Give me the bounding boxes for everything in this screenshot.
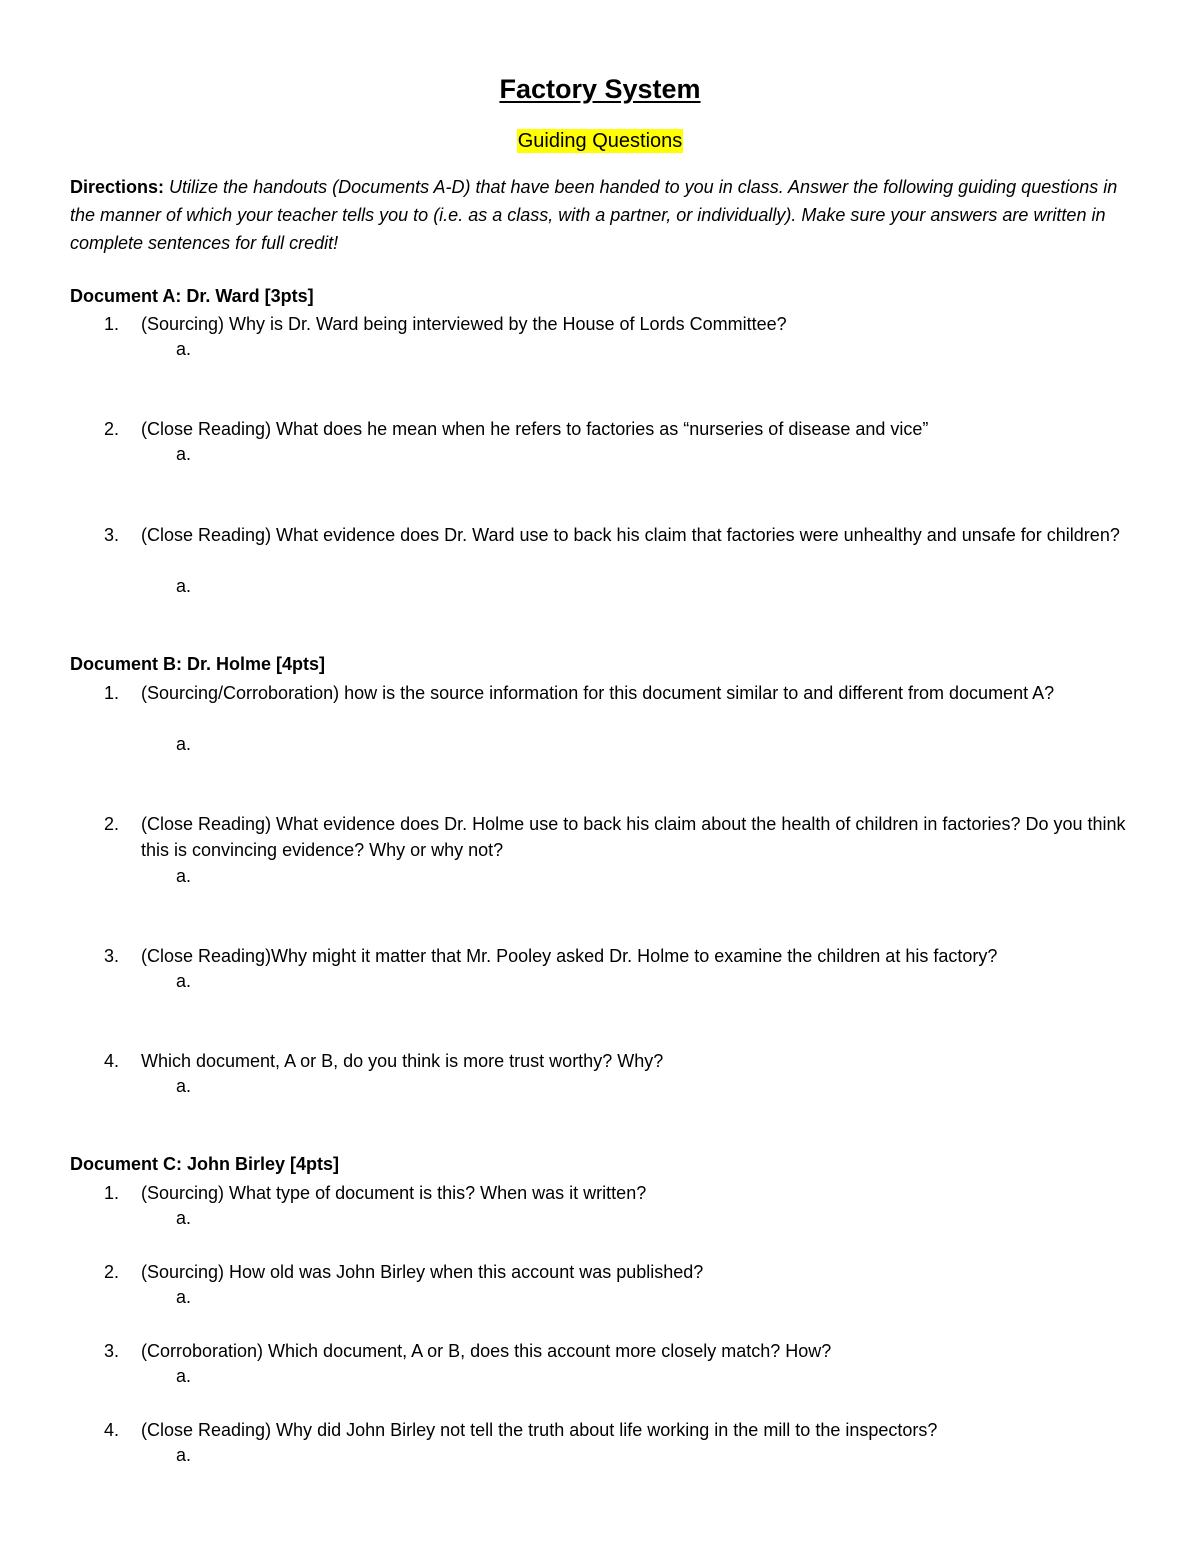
question-a3 [70, 522, 1135, 548]
answer-marker: a. [176, 1366, 192, 1386]
question-number: 3. [104, 946, 120, 966]
answer-marker: a. [176, 866, 192, 886]
question-number: 3. [104, 1341, 120, 1361]
question-b4 [70, 1048, 1135, 1074]
question-text: (Sourcing/Corroboration) how is the source information for this document similar to and different from document A? [141, 683, 1055, 703]
question-number: 4. [104, 1051, 120, 1071]
question-c2 [70, 1259, 1135, 1285]
question-b2 [70, 811, 1135, 863]
question-text: (Close Reading) What evidence does Dr. Ward use to back his claim that factories were unhealthy and unsafe for children? [141, 525, 1120, 545]
question-a1 [70, 311, 1135, 337]
question-b3 [70, 943, 1135, 969]
answer-marker: a. [176, 444, 192, 464]
question-number: 1. [104, 1183, 120, 1203]
question-text: (Close Reading) What evidence does Dr. Holme use to back his claim about the health of children in factories? Do you think this is convincing evidence? Why or why not? [141, 814, 1126, 860]
answer-marker: a. [176, 576, 192, 596]
answer-marker: a. [176, 1287, 192, 1307]
section-heading-document-b: Document B: Dr. Holme [4pts] [70, 654, 326, 674]
answer-marker: a. [176, 1445, 192, 1465]
question-number: 2. [104, 1262, 120, 1282]
answer-marker: a. [176, 339, 192, 359]
question-c4 [70, 1417, 1135, 1443]
question-text: (Close Reading) What does he mean when he refers to factories as “nurseries of disease and vice” [141, 419, 929, 439]
question-number: 2. [104, 419, 120, 439]
answer-marker: a. [176, 1076, 192, 1096]
question-number: 3. [104, 525, 120, 545]
directions [70, 173, 1140, 257]
question-b1 [70, 680, 1135, 706]
section-heading-document-a: Document A: Dr. Ward [3pts] [70, 286, 314, 306]
question-a2 [70, 416, 1135, 442]
directions-text: Utilize the handouts (Documents A-D) that have been handed to you in class. Answer the following guiding questions in the manner of which your teacher tells you to (i.e. as a class, with a partner, or individually). Make sure your answers are written in complete sentences for full credit! [70, 177, 1118, 253]
subtitle-container [0, 130, 1200, 153]
question-text: (Close Reading)Why might it matter that Mr. Pooley asked Dr. Holme to examine the children at his factory? [141, 946, 998, 966]
question-c3 [70, 1338, 1135, 1364]
question-number: 4. [104, 1420, 120, 1440]
answer-marker: a. [176, 734, 192, 754]
page-title: Factory System [499, 74, 701, 104]
question-text: (Sourcing) What type of document is this? When was it written? [141, 1183, 647, 1203]
question-text: (Close Reading) Why did John Birley not tell the truth about life working in the mill to the inspectors? [141, 1420, 938, 1440]
question-number: 1. [104, 683, 120, 703]
section-heading-document-c: Document C: John Birley [4pts] [70, 1154, 340, 1174]
directions-label: Directions: [70, 177, 165, 197]
question-text: Which document, A or B, do you think is more trust worthy? Why? [141, 1051, 664, 1071]
answer-marker: a. [176, 971, 192, 991]
question-text: (Sourcing) Why is Dr. Ward being interviewed by the House of Lords Committee? [141, 314, 787, 334]
question-text: (Sourcing) How old was John Birley when this account was published? [141, 1262, 704, 1282]
answer-marker: a. [176, 1208, 192, 1228]
question-number: 2. [104, 814, 120, 834]
page-subtitle: Guiding Questions [517, 130, 683, 152]
question-number: 1. [104, 314, 120, 334]
question-c1 [70, 1180, 1135, 1206]
question-text: (Corroboration) Which document, A or B, does this account more closely match? How? [141, 1341, 832, 1361]
